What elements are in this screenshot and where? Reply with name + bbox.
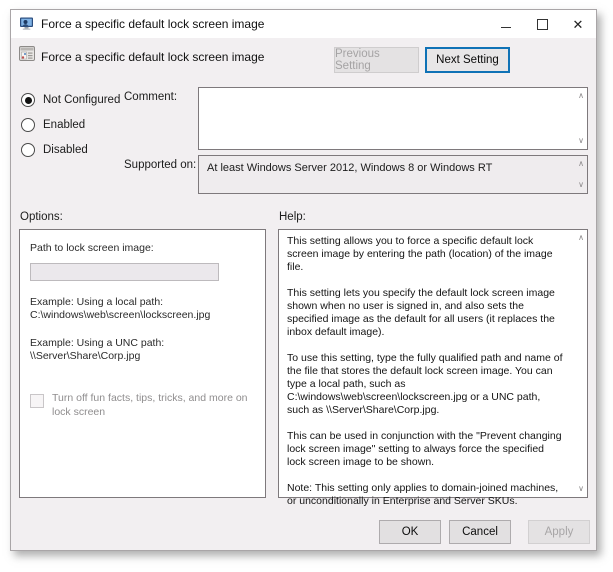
- minimize-button[interactable]: [488, 10, 524, 38]
- help-paragraph: This setting allows you to force a specific default lock screen image by entering the path (location) of the image file.: [287, 235, 553, 273]
- scroll-up-icon[interactable]: ∧: [578, 159, 584, 168]
- supported-on-box: [198, 155, 588, 194]
- radio-label: Disabled: [43, 144, 88, 156]
- maximize-icon: [537, 19, 548, 30]
- apply-button[interactable]: Apply: [528, 520, 590, 544]
- radio-disabled[interactable]: [21, 143, 88, 157]
- scroll-up-icon[interactable]: ∧: [578, 233, 584, 242]
- help-panel: [278, 229, 588, 507]
- fun-facts-checkbox-label: Turn off fun facts, tips, tricks, and more on lock screen: [52, 392, 248, 418]
- path-field-label: Path to lock screen image:: [30, 242, 154, 254]
- ok-button[interactable]: OK: [379, 520, 441, 544]
- help-paragraph: To use this setting, type the fully qualified path and name of the file that stores the default lock screen image. You can type a local path, such as C:\windows\web\screen\lockscreen.jpg or a UNC path, such as \\Server\Share\Corp.jpg.: [287, 352, 563, 416]
- next-setting-button[interactable]: Next Setting: [425, 47, 510, 73]
- scroll-down-icon[interactable]: ∨: [578, 484, 584, 493]
- checkbox-icon[interactable]: [30, 394, 44, 408]
- app-monitor-icon: [19, 16, 35, 32]
- example-unc-label: Example: Using a UNC path:: [30, 337, 165, 349]
- options-panel: [19, 229, 266, 498]
- options-section-label: Options:: [20, 211, 63, 223]
- titlebar[interactable]: [11, 10, 596, 38]
- supported-on-value: At least Windows Server 2012, Windows 8 or Windows RT: [207, 162, 493, 174]
- close-button[interactable]: [560, 10, 596, 38]
- scroll-down-icon[interactable]: ∨: [578, 136, 584, 145]
- radio-icon: [21, 143, 35, 157]
- help-section-label: Help:: [279, 211, 306, 223]
- radio-icon: [21, 93, 35, 107]
- scroll-down-icon[interactable]: ∨: [578, 180, 584, 189]
- policy-setting-dialog: [10, 9, 597, 551]
- help-paragraph: Note: This setting only applies to domain-joined machines, or unconditionally in Enterprise and Server SKUs.: [287, 482, 559, 507]
- radio-not-configured[interactable]: [21, 93, 120, 107]
- example-local-label: Example: Using a local path:: [30, 296, 164, 308]
- comment-textarea[interactable]: [198, 87, 588, 150]
- window-title: Force a specific default lock screen image: [41, 17, 265, 31]
- example-local-value: C:\windows\web\screen\lockscreen.jpg: [30, 309, 211, 321]
- scroll-up-icon[interactable]: ∧: [578, 91, 584, 100]
- radio-label: Enabled: [43, 119, 86, 131]
- minimize-icon: [501, 27, 511, 28]
- radio-icon: [21, 118, 35, 132]
- maximize-button[interactable]: [524, 10, 560, 38]
- supported-on-label: Supported on:: [124, 159, 197, 171]
- radio-enabled[interactable]: [21, 118, 85, 132]
- help-paragraph: This can be used in conjunction with the "Prevent changing lock screen image" setting to always force the specified lock screen image to be shown.: [287, 430, 562, 468]
- close-icon: ✕: [572, 16, 584, 32]
- radio-label: Not Configured: [43, 94, 121, 106]
- policy-setting-icon: [19, 46, 35, 61]
- comment-label: Comment:: [124, 91, 178, 103]
- cancel-button[interactable]: Cancel: [449, 520, 511, 544]
- example-unc-value: \\Server\Share\Corp.jpg: [30, 350, 141, 362]
- setting-title: Force a specific default lock screen image: [41, 50, 265, 64]
- help-paragraph: This setting lets you specify the default lock screen image shown when no user is signed in, and also sets the specified image as the default for all users (it replaces the inbox default image).: [287, 287, 555, 338]
- path-input[interactable]: [30, 263, 219, 281]
- fun-facts-checkbox-row[interactable]: [30, 392, 255, 419]
- window-controls: [488, 10, 596, 38]
- previous-setting-button[interactable]: Previous Setting: [334, 47, 419, 73]
